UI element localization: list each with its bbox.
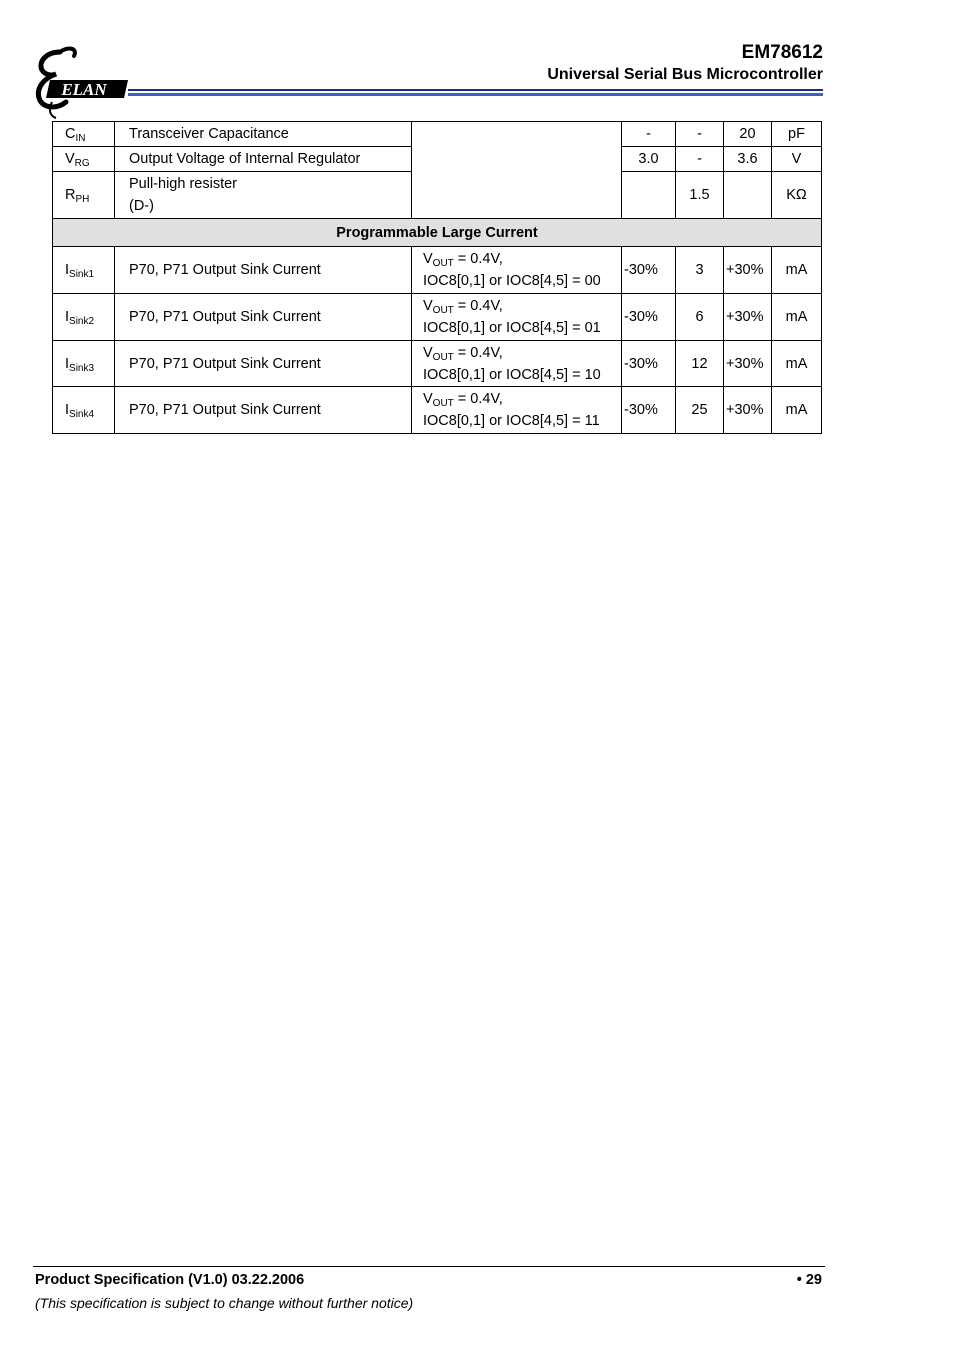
section-title: Programmable Large Current <box>53 219 822 247</box>
symbol-cell: $I_{Sink3}$ <box>53 341 115 387</box>
svg-text:ELAN: ELAN <box>61 80 107 99</box>
condition-cell <box>412 147 622 172</box>
parameter-cell: Output Voltage of Internal Regulator <box>115 147 412 172</box>
parameter-cell: Transceiver Capacitance <box>115 122 412 147</box>
typ-cell: 6 <box>676 294 724 341</box>
parameter-cell: P70, P71 Output Sink Current <box>115 294 412 341</box>
symbol-cell: $I_{Sink1}$ <box>53 247 115 294</box>
max-cell: 20 <box>724 122 772 147</box>
symbol-cell: $I_{Sink4}$ <box>53 387 115 434</box>
unit-cell: mA <box>772 247 822 294</box>
unit-cell: pF <box>772 122 822 147</box>
min-cell: -30% <box>622 247 676 294</box>
table-row <box>53 172 822 219</box>
electrical-characteristics-table <box>52 121 822 434</box>
max-cell <box>724 172 772 219</box>
condition-cell: $V_{OUT} = 0.4V$, IOC8[0,1] or IOC8[4,5] = 01 <box>412 294 622 341</box>
max-cell: +30% <box>724 294 772 341</box>
unit-cell: mA <box>772 294 822 341</box>
parameter-cell: Pull-high resister (D-) <box>115 172 412 219</box>
parameter-cell: P70, P71 Output Sink Current <box>115 387 412 434</box>
page-number: • 29 <box>796 1272 822 1288</box>
min-cell: -30% <box>622 294 676 341</box>
table-row <box>53 387 822 434</box>
min-cell: 3.0 <box>622 147 676 172</box>
elan-logo <box>30 44 134 120</box>
table-row <box>53 294 822 341</box>
footer-disclaimer: (This specification is subject to change without further notice) <box>35 1295 414 1311</box>
typ-cell: 1.5 <box>676 172 724 219</box>
max-cell: +30% <box>724 387 772 434</box>
unit-cell: V <box>772 147 822 172</box>
min-cell: -30% <box>622 341 676 387</box>
table-row <box>53 122 822 147</box>
symbol-cell: $I_{Sink2}$ <box>53 294 115 341</box>
parameter-cell: P70, P71 Output Sink Current <box>115 247 412 294</box>
parameter-cell: P70, P71 Output Sink Current <box>115 341 412 387</box>
unit-cell: mA <box>772 387 822 434</box>
max-cell: +30% <box>724 247 772 294</box>
table-row <box>53 341 822 387</box>
unit-cell: mA <box>772 341 822 387</box>
condition-cell: $V_{OUT} = 0.4V$, IOC8[0,1] or IOC8[4,5] = 10 <box>412 341 622 387</box>
symbol-cell: $R_{PH}$ <box>53 172 115 219</box>
typ-cell: - <box>676 122 724 147</box>
section-header-row <box>53 219 822 247</box>
document-title: EM78612 <box>741 42 823 63</box>
table-row <box>53 147 822 172</box>
header-rule-blue <box>128 93 823 96</box>
header-rule-dark <box>128 89 823 91</box>
document-subtitle: Universal Serial Bus Microcontroller <box>547 66 823 83</box>
min-cell: -30% <box>622 387 676 434</box>
typ-cell: 3 <box>676 247 724 294</box>
condition-cell: $V_{OUT} = 0.4V$, IOC8[0,1] or IOC8[4,5] = 00 <box>412 247 622 294</box>
typ-cell: 25 <box>676 387 724 434</box>
typ-cell: - <box>676 147 724 172</box>
condition-cell <box>412 172 622 219</box>
footer-rule <box>33 1266 825 1267</box>
footer-spec-version: Product Specification (V1.0) 03.22.2006 <box>35 1272 305 1288</box>
symbol-cell: $C_{IN}$ <box>53 122 115 147</box>
typ-cell: 12 <box>676 341 724 387</box>
unit-cell: KΩ <box>772 172 822 219</box>
symbol-cell: $V_{RG}$ <box>53 147 115 172</box>
condition-cell <box>412 122 622 147</box>
min-cell <box>622 172 676 219</box>
table-row <box>53 247 822 294</box>
max-cell: 3.6 <box>724 147 772 172</box>
min-cell: - <box>622 122 676 147</box>
condition-cell: $V_{OUT} = 0.4V$, IOC8[0,1] or IOC8[4,5] = 11 <box>412 387 622 434</box>
max-cell: +30% <box>724 341 772 387</box>
